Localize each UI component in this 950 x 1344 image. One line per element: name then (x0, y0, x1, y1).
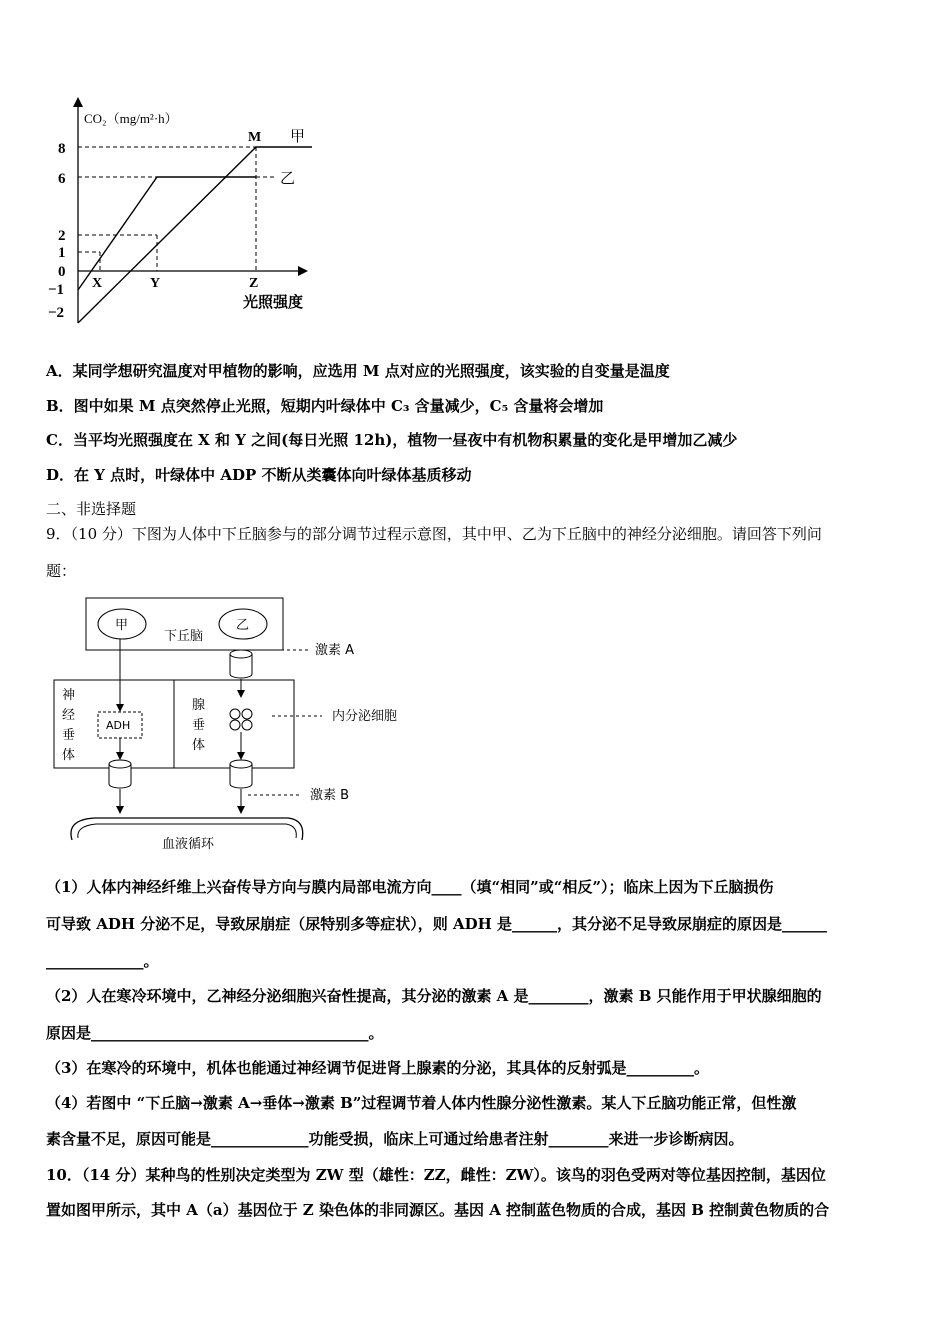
posterior-char-3: 垂 (62, 728, 76, 743)
endocrine-cell-label: 内分泌细胞 (332, 709, 398, 724)
y-tick-8: 8 (58, 141, 66, 157)
x-tick-x: X (92, 276, 103, 291)
graph-ylabel: CO₂（mg/m²·h） (84, 111, 178, 126)
option-d: D．在 Y 点时，叶绿体中 ADP 不断从类囊体向叶绿体基质移动 (46, 466, 472, 484)
q9-stem-line1: 9．（10 分）下图为人体中下丘脑参与的部分调节过程示意图，其中甲、乙为下丘脑中的神经分泌细胞。请回答下列问 (46, 525, 822, 543)
q10-stem-line1: 10．（14 分）某种鸟的性别决定类型为 ZW 型（雄性：ZZ，雌性：ZW）。该鸟的羽色受两对等位基因控制，基因位 (46, 1166, 826, 1184)
hormone-b-label: 激素 B (310, 788, 350, 803)
adh-label: ADH (106, 719, 131, 732)
y-tick-0: 0 (58, 264, 66, 280)
series-label-yi: 乙 (280, 171, 296, 187)
q9-part1-line2: 可导致 ADH 分泌不足，导致尿崩症（尿特别多等症状），则 ADH 是______，其分泌不足导致尿崩症的原因是______ (46, 915, 828, 933)
q9-part2-line1: （2）人在寒冷环境中，乙神经分泌细胞兴奋性提高，其分泌的激素 A 是________，激素 B 只能作用于甲状腺细胞的 (46, 987, 822, 1005)
y-tick-minus1: −1 (48, 282, 65, 298)
y-tick-minus2: −2 (48, 305, 65, 321)
posterior-char-2: 经 (62, 708, 76, 723)
section-title: 二、非选择题 (46, 500, 137, 518)
q9-part2-line2: 原因是_____________________________________。 (46, 1024, 384, 1042)
y-tick-2: 2 (58, 228, 66, 244)
series-label-jia: 甲 (290, 129, 306, 145)
cell-jia-label: 甲 (115, 618, 129, 633)
graph-xlabel: 光照强度 (243, 295, 304, 311)
anterior-char-3: 体 (192, 738, 206, 753)
q9-part4-line1: （4）若图中 “下丘脑→激素 A→垂体→激素 B”过程调节着人体内性腺分泌性激素。某人下丘脑功能正常，但性激 (46, 1094, 797, 1112)
q9-part1-line3: _____________。 (46, 952, 159, 970)
hormone-a-label: 激素 A (315, 643, 355, 658)
q9-part3: （3）在寒冷的环境中，机体也能通过神经调节促进肾上腺素的分泌，其具体的反射弧是_________。 (46, 1059, 709, 1077)
point-m-label: M (248, 130, 262, 145)
q9-stem-line2: 题： (46, 562, 77, 580)
cell-yi-label: 乙 (236, 618, 250, 633)
co2-light-graph (40, 95, 340, 330)
y-tick-6: 6 (58, 171, 66, 187)
y-axis-arrow (73, 97, 83, 107)
hypothalamus-label: 下丘脑 (164, 629, 204, 644)
option-c: C．当平均光照强度在 X 和 Y 之间(每日光照 12h)，植物一昼夜中有机物积累量的变化是甲增加乙减少 (46, 431, 738, 449)
curve-yi (78, 177, 259, 291)
endocrine-cell-icon (230, 709, 240, 719)
posterior-char-4: 体 (62, 748, 76, 763)
option-a: A．某同学想研究温度对甲植物的影响，应选用 M 点对应的光照强度，该实验的自变量是温度 (46, 362, 670, 380)
anterior-char-1: 腺 (192, 698, 206, 713)
x-tick-z: Z (249, 276, 259, 291)
option-b: B．图中如果 M 点突然停止光照，短期内叶绿体中 C₃ 含量减少，C₅ 含量将会增加 (46, 397, 604, 415)
posterior-char-1: 神 (62, 688, 76, 703)
q9-part1-line1: （1）人体内神经纤维上兴奋传导方向与膜内局部电流方向____（填“相同”或“相反”）；临床上因为下丘脑损伤 (46, 878, 774, 896)
anterior-char-2: 垂 (192, 718, 206, 733)
x-tick-y: Y (150, 276, 161, 291)
y-tick-1: 1 (58, 245, 66, 261)
blood-label: 血液循环 (162, 837, 215, 852)
q10-stem-line2: 置如图甲所示，其中 A（a）基因位于 Z 染色体的非同源区。基因 A 控制蓝色物质的合成，基因 B 控制黄色物质的合 (46, 1201, 830, 1219)
x-axis-arrow (298, 266, 308, 276)
hypothalamus-diagram (50, 592, 430, 854)
q9-part4-line2: 素含量不足，原因可能是_____________功能受损，临床上可通过给患者注射________来进一步诊断病因。 (46, 1130, 744, 1148)
